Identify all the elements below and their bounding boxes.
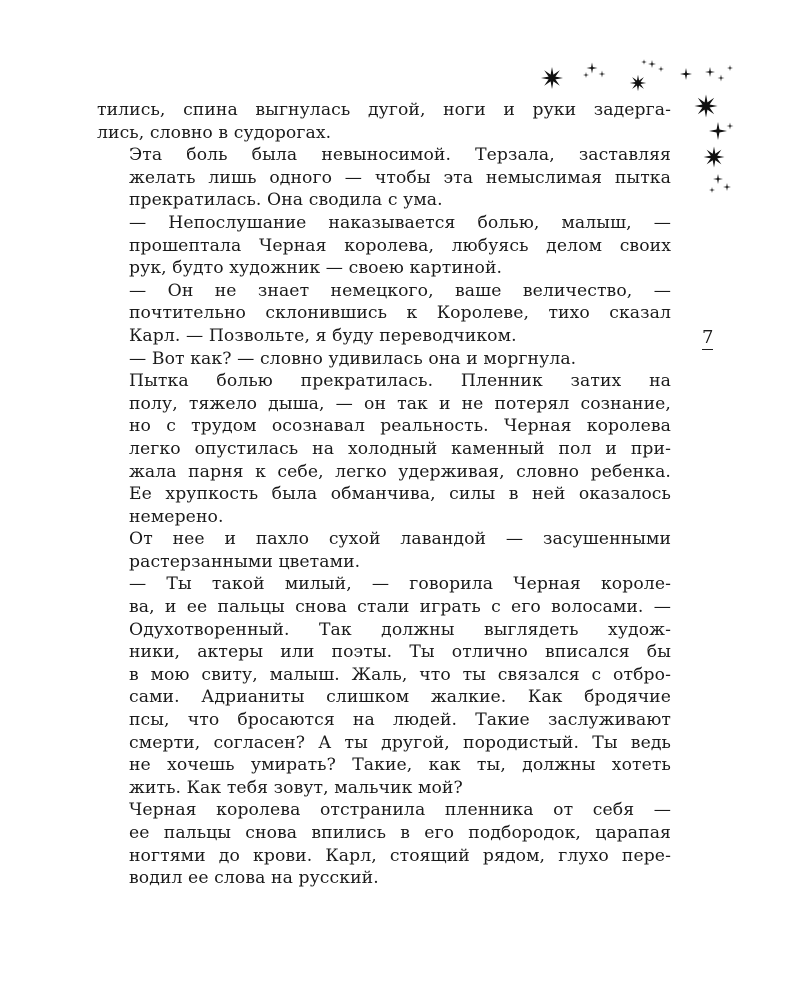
- text-line: жала парня к себе, легко удерживая, словно ребенка.: [129, 461, 671, 482]
- text-line: Ее хрупкость была обманчива, силы в ней оказалось: [129, 484, 671, 505]
- text-line: прекратилась. Она сводила с ума.: [129, 190, 443, 211]
- text-line: ники, актеры или поэты. Ты отлично вписался бы: [129, 642, 671, 663]
- text-line: рук, будто художник — своею картиной.: [129, 258, 503, 279]
- paragraph: [97, 212, 671, 280]
- text-line: почтительно склонившись к Королеве, тихо сказал: [129, 303, 671, 324]
- text-line: Эта боль была невыносимой. Терзала, заставляя: [129, 145, 671, 166]
- text-line: растерзанными цветами.: [129, 551, 361, 572]
- text-line: — Ты такой милый, — говорила Черная короле-: [129, 574, 671, 595]
- page-number: 7: [702, 327, 714, 348]
- text-line: Одухотворенный. Так должны выглядеть худож-: [129, 619, 671, 640]
- text-line: ее пальцы снова впились в его подбородок, царапая: [129, 823, 671, 843]
- text-line: тились, спина выгнулась дугой, ноги и руки задерга-: [97, 100, 671, 120]
- text-line: в мою свиту, малыш. Жаль, что ты связался с отбро-: [129, 664, 671, 685]
- text-line: Пытка болью прекратилась. Пленник затих на: [129, 371, 671, 392]
- paragraph: [97, 99, 671, 144]
- text-line: немерено.: [129, 506, 224, 527]
- text-line: не хочешь умирать? Такие, как ты, должны хотеть: [129, 755, 671, 776]
- text-line: но с трудом осознавал реальность. Черная королева: [129, 416, 671, 437]
- text-line: Черная королева отстранила пленника от себя —: [129, 800, 671, 821]
- body-text: [97, 99, 671, 890]
- text-line: желать лишь одного — чтобы эта немыслимая пытка: [129, 167, 671, 188]
- text-line: смерти, согласен? А ты другой, породистый. Ты ведь: [129, 732, 671, 753]
- text-line: ногтями до крови. Карл, стоящий рядом, глухо пере-: [129, 845, 671, 866]
- text-line: — Непослушание наказывается болью, малыш, —: [129, 212, 671, 233]
- text-line: легко опустилась на холодный каменный пол и при-: [129, 438, 671, 459]
- paragraph: [97, 573, 671, 799]
- text-line: От нее и пахло сухой лавандой — засушенными: [129, 529, 671, 550]
- paragraph: [97, 370, 671, 528]
- paragraph: [97, 280, 671, 348]
- text-line: лись, словно в судорогах.: [97, 122, 332, 143]
- text-line: прошептала Черная королева, любуясь делом своих: [129, 235, 671, 256]
- text-line: ва, и ее пальцы снова стали играть с его волосами. —: [129, 597, 671, 618]
- text-line: Карл. — Позвольте, я буду переводчиком.: [129, 325, 517, 346]
- text-line: псы, что бросаются на людей. Такие заслуживают: [129, 710, 671, 731]
- text-line: полу, тяжело дыша, — он так и не потерял сознание,: [129, 393, 671, 414]
- text-line: сами. Адрианиты слишком жалкие. Как бродячие: [129, 687, 671, 708]
- text-line: — Вот как? — словно удивилась она и моргнула.: [129, 348, 577, 369]
- paragraph: [97, 528, 671, 573]
- paragraph: [97, 144, 671, 212]
- text-line: водил ее слова на русский.: [129, 868, 379, 889]
- text-line: жить. Как тебя зовут, мальчик мой?: [129, 777, 463, 798]
- paragraph: [97, 348, 671, 371]
- paragraph: [97, 799, 671, 889]
- text-line: — Он не знает немецкого, ваше величество, —: [129, 280, 671, 301]
